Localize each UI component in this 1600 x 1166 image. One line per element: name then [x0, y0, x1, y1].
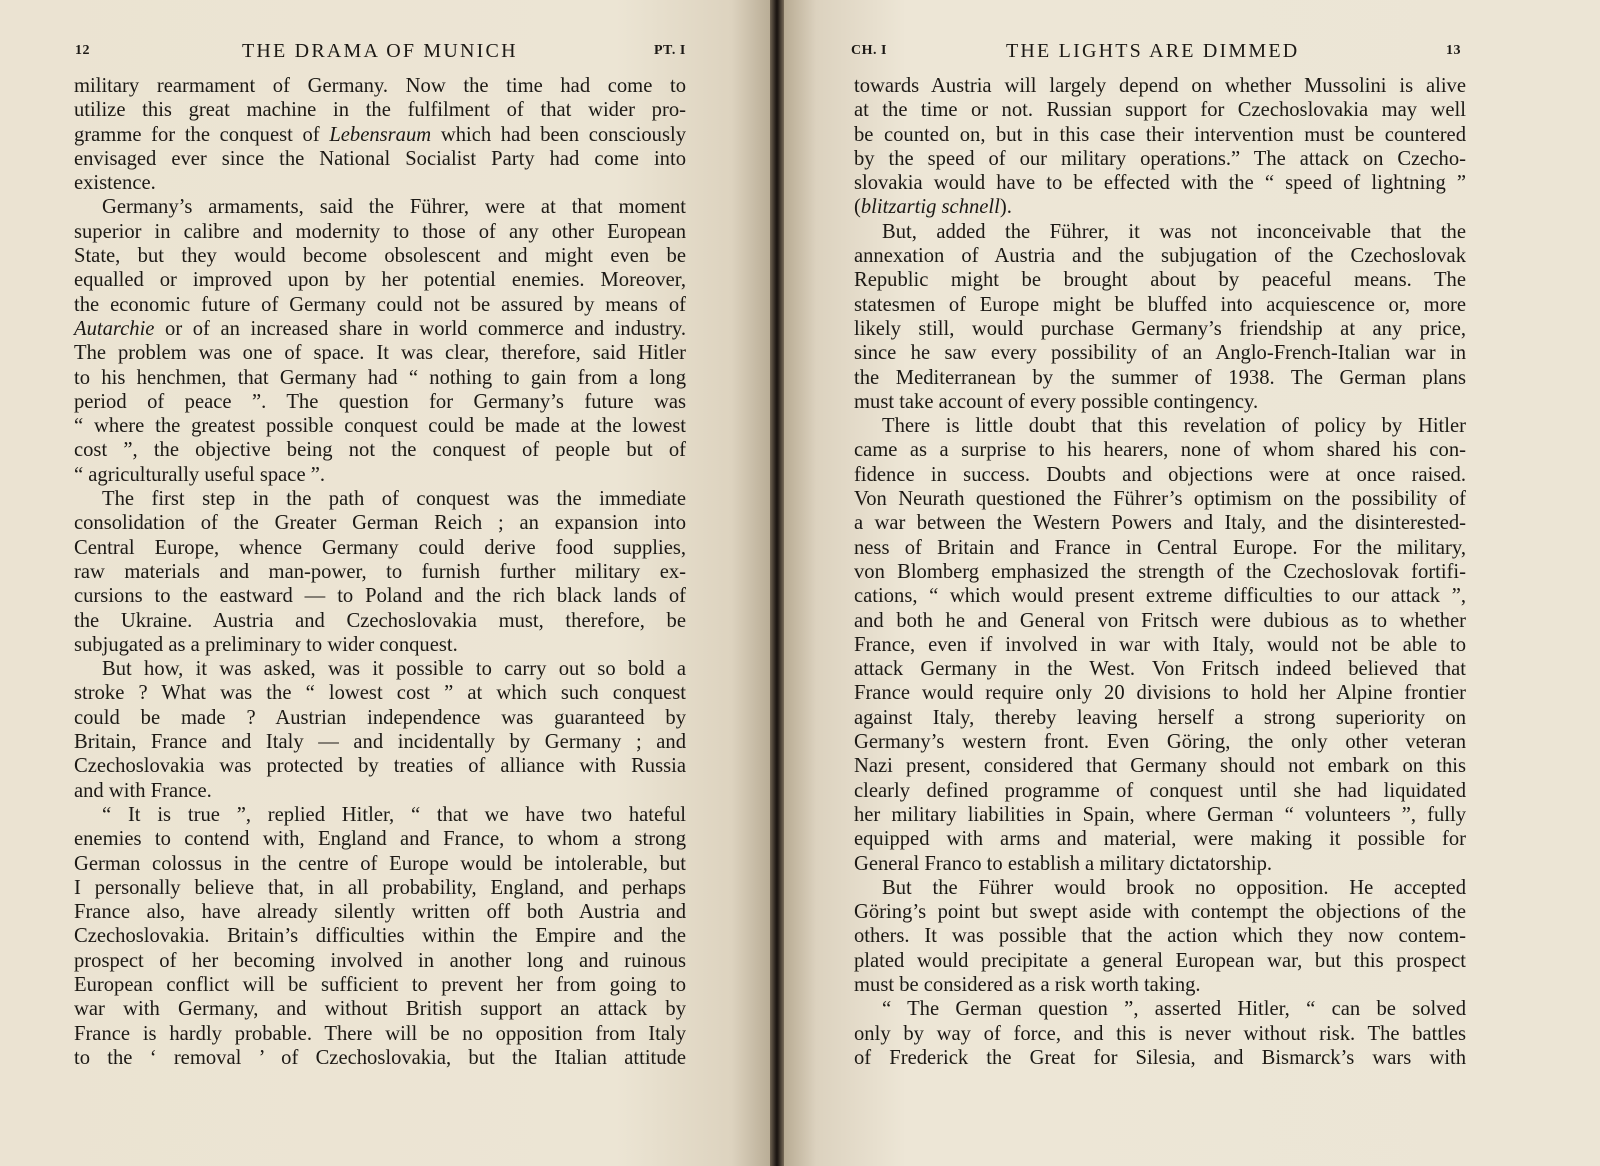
text-line: superior in calibre and modernity to those of any other European: [74, 220, 686, 243]
text-line: von Blomberg emphasized the strength of the Czechoslovak fortifi-: [854, 560, 1466, 583]
text-segment: or of an increased share in world commerce and industry.: [154, 317, 686, 340]
text-line: the Ukraine. Austria and Czechoslovakia must, therefore, be: [74, 609, 686, 632]
text-segment: gramme for the conquest of: [74, 123, 330, 146]
text-line: General Franco to establish a military dictatorship.: [854, 852, 1273, 875]
text-line: Von Neurath questioned the Führer’s optimism on the possibility of: [854, 488, 1466, 511]
text-line: only by way of force, and this is never without risk. The battles: [854, 1022, 1466, 1045]
text-line: cursions to the eastward — to Poland and the rich black lands of: [74, 585, 686, 608]
text-line: France would require only 20 divisions to hold her Alpine frontier: [854, 682, 1466, 705]
text-line: But the Führer would brook no opposition. He accepted: [882, 876, 1466, 899]
left-part-label: PT. I: [654, 43, 686, 58]
text-line: Göring’s point but swept aside with contempt the objections of the: [854, 901, 1466, 924]
text-line: Republic might be brought about by peaceful means. The: [854, 269, 1466, 292]
text-line: cost ”, the objective being not the conquest of people but of: [74, 439, 686, 462]
text-line: fidence in success. Doubts and objections were at once raised.: [854, 463, 1466, 486]
text-line: But, added the Führer, it was not inconceivable that the: [882, 220, 1466, 243]
text-line: Nazi present, considered that Germany should not embark on this: [854, 755, 1466, 778]
right-running-head: [784, 40, 1600, 66]
text-line: [74, 123, 686, 147]
text-line: attack Germany in the West. Von Fritsch indeed believed that: [854, 658, 1466, 681]
right-page: [784, 0, 1600, 1166]
text-line: of Frederick the Great for Silesia, and Bismarck’s wars with: [854, 1046, 1466, 1069]
text-line: could be made ? Austrian independence was guaranteed by: [74, 706, 686, 729]
text-line: to his henchmen, that Germany had “ nothing to gain from a long: [74, 366, 686, 389]
text-line: be counted on, but in this case their intervention must be countered: [854, 123, 1466, 146]
italic-term: blitzartig schnell: [860, 196, 1000, 219]
left-body-text: [74, 74, 686, 1070]
text-line: towards Austria will largely depend on whether Mussolini is alive: [854, 75, 1466, 97]
right-body-text: [854, 74, 1466, 1070]
text-line: France, even if involved in war with Italy, would not be able to: [854, 633, 1466, 656]
text-line: clearly defined programme of conquest until she had liquidated: [854, 779, 1466, 802]
left-page: [0, 0, 770, 1166]
text-segment: (: [854, 196, 861, 219]
text-line: enemies to contend with, England and France, to whom a strong: [74, 828, 686, 851]
text-line: equipped with arms and material, were making it possible for: [854, 828, 1466, 851]
text-line: likely still, would purchase Germany’s friendship at any price,: [854, 317, 1466, 340]
right-chapter-label: CH. I: [851, 43, 887, 58]
text-line: her military liabilities in Spain, where German “ volunteers ”, fully: [854, 803, 1466, 826]
right-running-title: THE LIGHTS ARE DIMMED: [1006, 40, 1300, 62]
text-line: Germany’s armaments, said the Führer, were at that moment: [102, 196, 686, 219]
text-line: [74, 317, 686, 341]
text-line: ness of Britain and France in Central Europe. For the military,: [854, 536, 1466, 559]
text-line: Central Europe, whence Germany could derive food supplies,: [74, 536, 686, 559]
text-line: a war between the Western Powers and Italy, and the disinterested-: [854, 512, 1466, 535]
text-line: “ agriculturally useful space ”.: [74, 463, 326, 486]
text-line: at the time or not. Russian support for Czechoslovakia may well: [854, 99, 1466, 122]
text-line: utilize this great machine in the fulfilment of that wider pro-: [74, 99, 686, 122]
text-segment: ).: [999, 196, 1012, 219]
text-line: The problem was one of space. It was clear, therefore, said Hitler: [74, 342, 686, 365]
text-line: The first step in the path of conquest was the immediate: [102, 488, 686, 511]
right-folio: 13: [1446, 43, 1461, 58]
text-line: “ where the greatest possible conquest could be made at the lowest: [74, 415, 686, 438]
text-line: since he saw every possibility of an Anglo-French-Italian war in: [854, 342, 1466, 365]
book-gutter: [770, 0, 784, 1166]
text-line: Czechoslovakia. Britain’s difficulties within the Empire and the: [74, 925, 686, 948]
text-line: must take account of every possible contingency.: [854, 390, 1259, 413]
text-line: and with France.: [74, 779, 212, 802]
text-line: equalled or improved upon by her potential enemies. Moreover,: [74, 269, 686, 292]
text-line: [854, 195, 1466, 219]
text-line: prospect of her becoming involved in another long and ruinous: [74, 949, 686, 972]
text-line: Germany’s western front. Even Göring, the only other veteran: [854, 731, 1466, 754]
italic-term: Autarchie: [74, 317, 155, 340]
text-line: came as a surprise to his hearers, none of whom shared his con-: [854, 439, 1466, 462]
text-line: subjugated as a preliminary to wider conquest.: [74, 633, 458, 656]
text-line: slovakia would have to be effected with the “ speed of lightning ”: [854, 172, 1466, 195]
text-line: cations, “ which would present extreme difficulties to our attack ”,: [854, 585, 1466, 608]
text-line: by the speed of our military operations.” The attack on Czecho-: [854, 147, 1466, 170]
text-line: consolidation of the Greater German Reich ; an expansion into: [74, 512, 686, 535]
left-running-title: THE DRAMA OF MUNICH: [242, 40, 518, 62]
text-line: There is little doubt that this revelation of policy by Hitler: [882, 415, 1466, 438]
left-running-head: [0, 40, 770, 66]
text-line: the economic future of Germany could not be assured by means of: [74, 293, 686, 316]
text-line: stroke ? What was the “ lowest cost ” at which such conquest: [74, 682, 686, 705]
text-line: plated would precipitate a general European war, but this prospect: [854, 949, 1466, 972]
text-line: military rearmament of Germany. Now the time had come to: [74, 75, 686, 97]
text-line: European conflict will be sufficient to prevent her from going to: [74, 973, 686, 996]
text-line: Britain, France and Italy — and incidentally by Germany ; and: [74, 731, 686, 754]
text-line: German colossus in the centre of Europe would be intolerable, but: [74, 852, 686, 875]
text-line: France is hardly probable. There will be no opposition from Italy: [74, 1022, 686, 1045]
text-line: the Mediterranean by the summer of 1938. The German plans: [854, 366, 1466, 389]
text-line: against Italy, thereby leaving herself a strong superiority on: [854, 706, 1466, 729]
text-line: “ It is true ”, replied Hitler, “ that we have two hateful: [102, 803, 686, 826]
text-line: others. It was possible that the action which they now contem-: [854, 925, 1466, 948]
text-line: I personally believe that, in all probability, England, and perhaps: [74, 876, 686, 899]
text-line: war with Germany, and without British support an attack by: [74, 998, 686, 1021]
text-line: annexation of Austria and the subjugation of the Czechoslovak: [854, 245, 1466, 268]
text-line: France also, have already silently written off both Austria and: [74, 901, 686, 924]
text-line: period of peace ”. The question for Germany’s future was: [74, 390, 686, 413]
text-line: raw materials and man-power, to furnish further military ex-: [74, 560, 686, 583]
text-line: envisaged ever since the National Socialist Party had come into: [74, 147, 686, 170]
text-line: must be considered as a risk worth taking.: [854, 973, 1201, 996]
italic-term: Lebensraum: [329, 123, 432, 146]
text-line: statesmen of Europe might be bluffed into acquiescence or, more: [854, 293, 1466, 316]
text-line: But how, it was asked, was it possible to carry out so bold a: [102, 658, 686, 681]
text-segment: which had been consciously: [431, 123, 686, 146]
text-line: “ The German question ”, asserted Hitler, “ can be solved: [882, 998, 1466, 1021]
text-line: existence.: [74, 172, 156, 195]
text-line: State, but they would become obsolescent and might even be: [74, 245, 686, 268]
left-folio: 12: [75, 43, 90, 58]
text-line: Czechoslovakia was protected by treaties of alliance with Russia: [74, 755, 686, 778]
text-line: to the ‘ removal ’ of Czechoslovakia, but the Italian attitude: [74, 1046, 686, 1069]
text-line: and both he and General von Fritsch were dubious as to whether: [854, 609, 1466, 632]
